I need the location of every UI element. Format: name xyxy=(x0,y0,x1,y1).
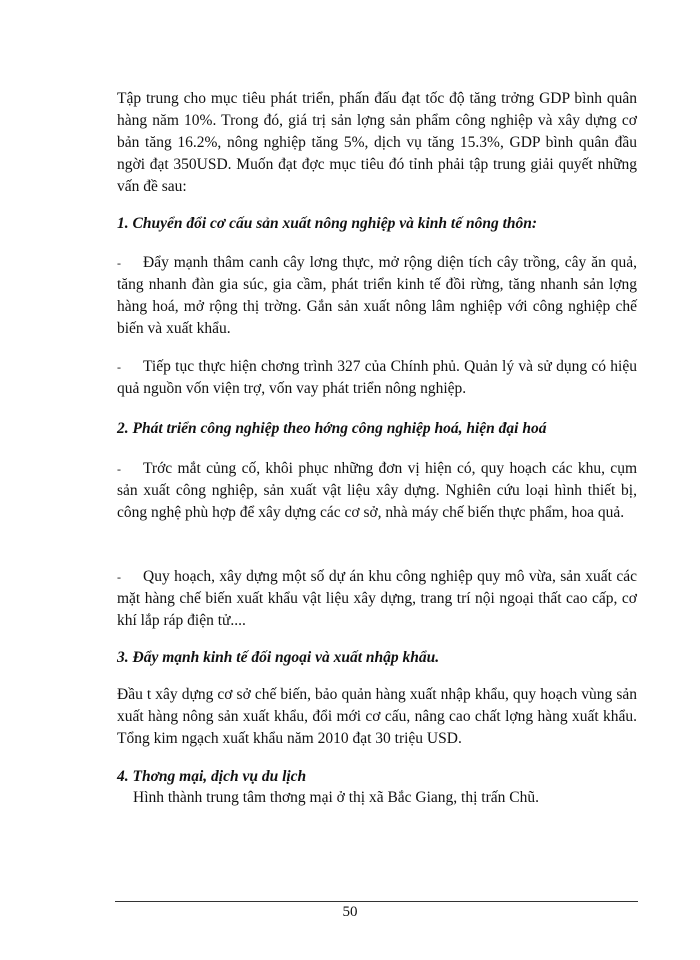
section-1-bullet-1: - Đẩy mạnh thâm canh cây lơng thực, mở rộng diện tích cây trồng, cây ăn quả, tăng nhanh đàn gia súc, gia cầm, phát triển kinh tế đồi rừng, tăng nhanh sản lợng hàng hoá, mở rộng thị trờng. Gắn sản xuất nông lâm nghiệp với công nghiệp chế biến và xuất khẩu. xyxy=(117,254,637,337)
section-2-heading: 2. Phát triển công nghiệp theo hớng công nghiệp hoá, hiện đại hoá xyxy=(117,420,547,437)
bullet-marker: - xyxy=(117,360,121,374)
section-1-heading: 1. Chuyển đổi cơ cấu sản xuất nông nghiệp và kinh tế nông thôn: xyxy=(117,215,538,232)
section-2-bullet-1: - Trớc mắt củng cố, khôi phục những đơn vị hiện có, quy hoạch các khu, cụm sản xuất công nghiệp, sản xuất vật liệu xây dựng. Nghiên cứu loại hình thiết bị, công nghệ phù hợp để xây dựng các cơ sở, nhà máy chế biến thực phẩm, hoa quả. xyxy=(117,460,637,521)
bullet-marker: - xyxy=(117,256,121,270)
footer-rule xyxy=(115,901,638,902)
intro-paragraph: Tập trung cho mục tiêu phát triển, phấn đấu đạt tốc độ tăng trởng GDP bình quân hàng năm 10%. Trong đó, giá trị sản lợng sản phẩm công nghiệp và xây dựng cơ bản tăng 16.2%, nông nghiệp tăng 5%, dịch vụ tăng 15.3%, GDP bình quân đầu ngời đạt 350USD. Muốn đạt đợc mục tiêu đó tỉnh phải tập trung giải quyết những vấn đề sau: xyxy=(117,90,637,195)
section-3-paragraph: Đầu t xây dựng cơ sở chế biến, bảo quản hàng xuất nhập khẩu, quy hoạch vùng sản xuất hàng nông sản xuất khẩu, đổi mới cơ cấu, nâng cao chất lợng hàng xuất khẩu. Tổng kim ngạch xuất khẩu năm 2010 đạt 30 triệu USD. xyxy=(117,686,637,747)
section-2-bullet-2: - Quy hoạch, xây dựng một số dự án khu công nghiệp quy mô vừa, sản xuất các mặt hàng chế biến xuất khẩu vật liệu xây dựng, trang trí nội ngoại thất cao cấp, cơ khí lắp ráp điện tử.... xyxy=(117,568,637,629)
section-3-heading: 3. Đẩy mạnh kinh tế đối ngoại và xuất nhập khẩu. xyxy=(117,649,440,666)
section-4-paragraph: Hình thành trung tâm thơng mại ở thị xã Bắc Giang, thị trấn Chũ. xyxy=(133,789,539,806)
bullet-marker: - xyxy=(117,570,121,584)
page-number: 50 xyxy=(342,904,358,920)
section-4-heading: 4. Thơng mại, dịch vụ du lịch xyxy=(117,768,307,785)
section-1-bullet-2: - Tiếp tục thực hiện chơng trình 327 của Chính phủ. Quản lý và sử dụng có hiệu quả nguồn vốn viện trợ, vốn vay phát triển nông nghiệp. xyxy=(117,358,637,397)
bullet-marker: - xyxy=(117,462,121,476)
